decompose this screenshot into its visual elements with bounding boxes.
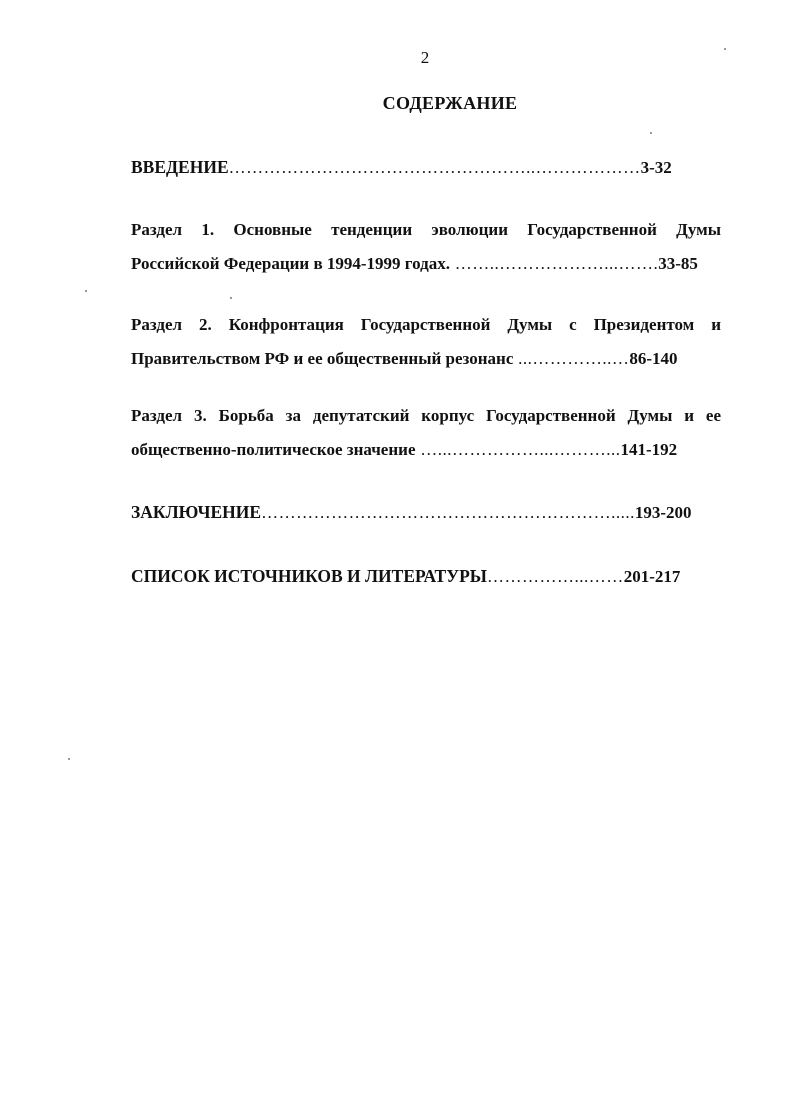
- toc-leader-dots: ……………………………………………..………………: [228, 158, 641, 177]
- toc-leader-dots: …...……………...………...: [415, 440, 621, 459]
- toc-page-range: 201-217: [623, 567, 681, 586]
- toc-page-range: 193-200: [634, 503, 692, 522]
- toc-entry-title-line1: Раздел 3. Борьба за депутатский корпус Государственной Думы и ее: [131, 406, 721, 425]
- toc-leader-dots: …………………………………………………….....: [261, 503, 635, 522]
- page-number: 2: [420, 48, 430, 67]
- toc-entry-section-3[interactable]: [131, 399, 721, 467]
- toc-page-range: 3-32: [640, 158, 672, 177]
- toc-leader-dots: ...…………..…: [513, 349, 630, 368]
- toc-entry-title-line2: Правительством РФ и ее общественный резонанс: [131, 349, 514, 368]
- toc-entry-label: ВВЕДЕНИЕ: [131, 157, 229, 177]
- scan-speck: [724, 48, 726, 50]
- scan-speck: [85, 290, 87, 292]
- scan-speck: [650, 132, 652, 134]
- toc-entry-title-line2: Российской Федерации в 1994-1999 годах.: [131, 254, 450, 273]
- toc-page-range: 86-140: [629, 349, 678, 368]
- toc-entry-title-line2: общественно-политическое значение: [131, 440, 416, 459]
- toc-leader-dots: ……………...……: [486, 567, 624, 586]
- toc-entry-conclusion[interactable]: [131, 495, 721, 529]
- page-title: СОДЕРЖАНИЕ: [382, 93, 518, 113]
- toc-page-range: 33-85: [658, 254, 698, 273]
- toc-leader-dots: ……..………………...…….: [449, 254, 659, 273]
- toc-entry-title-line1: Раздел 1. Основные тенденции эволюции Государственной Думы: [131, 220, 721, 239]
- toc-entry-label: СПИСОК ИСТОЧНИКОВ И ЛИТЕРАТУРЫ: [131, 566, 487, 586]
- scan-speck: [230, 297, 232, 299]
- toc-entry-title-line1: Раздел 2. Конфронтация Государственной Думы с Президентом и: [131, 315, 721, 334]
- toc-entry-section-1[interactable]: [131, 213, 721, 281]
- toc-entry-label: ЗАКЛЮЧЕНИЕ: [131, 502, 262, 522]
- toc-entry-introduction[interactable]: [131, 150, 721, 184]
- toc-entry-section-2[interactable]: [131, 308, 721, 376]
- toc-page-range: 141-192: [620, 440, 678, 459]
- scan-speck: [68, 758, 70, 760]
- toc-entry-sources[interactable]: [131, 559, 721, 593]
